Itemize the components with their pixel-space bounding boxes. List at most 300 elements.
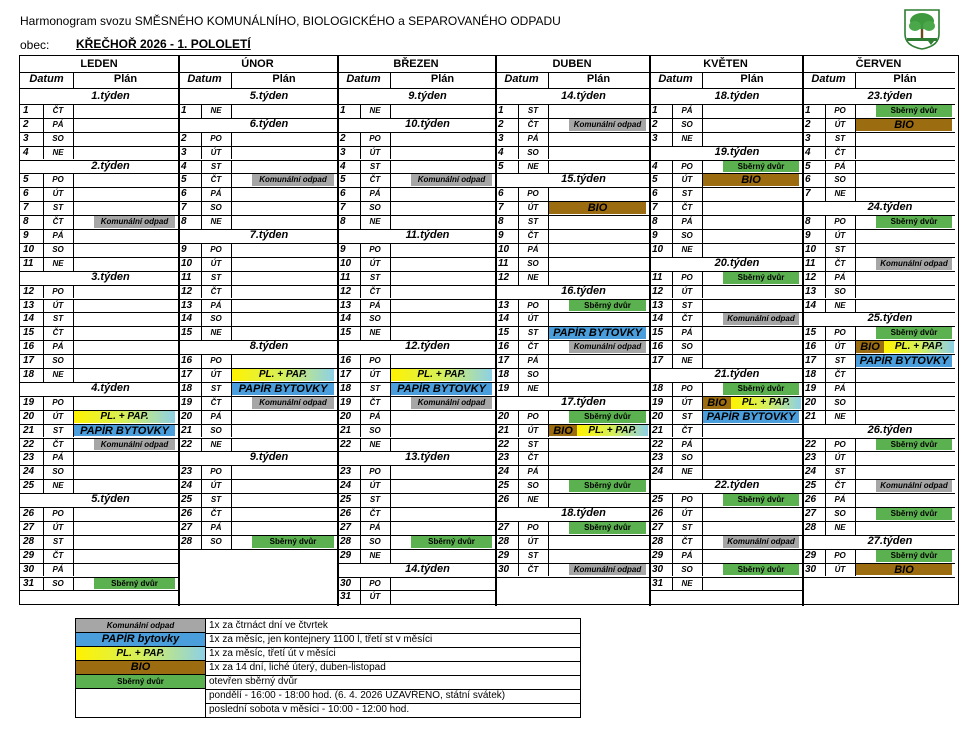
plan-bio: BIO [549, 202, 646, 214]
day-abbr: PÁ [527, 244, 539, 254]
plan-komunalni: Komunální odpad [252, 397, 334, 409]
week-label: 7.týden [249, 229, 289, 241]
day-number: 9 [181, 243, 187, 255]
day-abbr: PÁ [527, 467, 539, 477]
day-abbr: PÁ [369, 189, 381, 199]
day-abbr: ČT [210, 397, 222, 407]
day-number: 8 [181, 216, 187, 228]
plan-sberny-dvur: Sběrný dvůr [569, 480, 646, 492]
day-number: 29 [23, 549, 35, 561]
day-abbr: SO [210, 536, 222, 546]
day-number: 17 [181, 369, 193, 380]
day-abbr: ST [52, 425, 64, 435]
day-number: 4 [498, 146, 504, 158]
day-abbr: NE [210, 105, 222, 115]
day-abbr: ČT [681, 314, 693, 324]
day-abbr: PO [52, 509, 64, 518]
day-abbr: PO [210, 244, 222, 254]
day-number: 6 [23, 188, 29, 200]
day-abbr: PÁ [834, 161, 846, 171]
day-number: 5 [23, 174, 29, 186]
day-number: 31 [652, 577, 664, 589]
day-abbr: ÚT [210, 370, 222, 379]
week-label: 9.týden [249, 451, 289, 464]
day-abbr: ÚT [369, 147, 381, 157]
day-number: 30 [652, 563, 664, 575]
plan-komunalni: Komunální odpad [94, 439, 175, 451]
day-abbr: NE [369, 439, 381, 449]
day-number: 4 [181, 160, 187, 172]
week-label: 12.týden [405, 340, 450, 353]
week-label: 4.týden [91, 381, 130, 394]
schedule-name: KŘEČHOŘ 2026 - 1. POLOLETÍ [76, 37, 251, 51]
week-label: 1.týden [91, 90, 130, 102]
day-number: 3 [498, 132, 504, 144]
day-number: 12 [805, 271, 817, 283]
day-number: 13 [805, 285, 817, 297]
plan-sberny-dvur: Sběrný dvůr [723, 564, 799, 576]
day-abbr: PÁ [834, 272, 846, 282]
day-abbr: SO [210, 314, 222, 324]
legend-swatch [76, 689, 206, 703]
day-abbr: SO [52, 467, 64, 477]
day-number: 1 [340, 104, 346, 116]
day-number: 30 [23, 563, 35, 575]
day-number: 31 [23, 577, 35, 589]
day-number: 16 [652, 341, 664, 353]
day-number: 28 [340, 535, 352, 547]
day-number: 26 [498, 494, 510, 506]
legend-row [76, 689, 580, 703]
day-number: 7 [498, 202, 504, 214]
day-number: 5 [652, 174, 658, 186]
day-abbr: PO [527, 411, 539, 421]
day-abbr: ÚT [834, 564, 846, 574]
day-number: 14 [652, 313, 664, 325]
datum-header: Datum [29, 73, 64, 85]
plan-sberny-dvur: Sběrný dvůr [876, 327, 952, 339]
day-number: 12 [23, 285, 35, 297]
day-abbr: SO [527, 481, 539, 491]
day-number: 14 [340, 313, 352, 325]
day-number: 10 [23, 243, 35, 255]
legend-row [76, 647, 580, 661]
plan-komunalni: Komunální odpad [569, 341, 646, 353]
day-abbr: SO [52, 133, 64, 143]
day-number: 28 [652, 535, 664, 547]
plan-pl-pap: PL. + PAP. [391, 369, 492, 381]
day-number: 17 [652, 355, 664, 367]
plan-header: Plán [430, 73, 455, 85]
day-abbr: ST [369, 383, 381, 393]
legend-swatch [76, 703, 206, 717]
plan-pl-pap: PL. + PAP. [577, 425, 648, 437]
day-abbr: ČT [52, 105, 64, 115]
plan-komunalni: Komunální odpad [876, 480, 952, 492]
day-abbr: ČT [52, 439, 64, 449]
day-number: 28 [23, 535, 35, 547]
week-label: 3.týden [91, 270, 130, 283]
day-abbr: SO [369, 203, 381, 213]
day-abbr: ÚT [527, 425, 539, 435]
day-abbr: ST [52, 314, 64, 324]
day-number: 9 [652, 230, 658, 241]
day-number: 25 [805, 480, 817, 492]
plan-papir-bytovky: PAPÍR BYTOVKY [703, 411, 799, 423]
day-abbr: ČT [834, 147, 846, 157]
legend-text: 1x za čtrnáct dní ve čtvrtek [209, 620, 328, 631]
schedule-table [19, 55, 959, 605]
day-abbr: ČT [527, 231, 539, 240]
day-number: 19 [23, 396, 35, 408]
day-number: 1 [498, 104, 504, 116]
day-abbr: ÚT [210, 481, 222, 491]
week-label: 14.týden [405, 562, 450, 575]
day-abbr: PO [527, 300, 539, 310]
day-abbr: ÚT [210, 258, 222, 268]
day-abbr: ČT [52, 217, 64, 227]
day-number: 23 [340, 466, 352, 478]
day-abbr: ČT [527, 564, 539, 574]
day-abbr: ÚT [52, 522, 64, 532]
day-number: 10 [340, 257, 352, 269]
day-number: 16 [805, 341, 817, 353]
day-abbr: NE [210, 439, 222, 449]
day-number: 26 [340, 508, 352, 519]
day-number: 2 [181, 132, 187, 144]
day-abbr: PO [834, 217, 846, 227]
day-abbr: SO [681, 453, 693, 463]
day-abbr: ČT [52, 550, 64, 560]
day-abbr: ÚT [681, 509, 693, 518]
day-abbr: PO [681, 495, 693, 505]
plan-bio: BIO [703, 174, 799, 186]
day-number: 21 [23, 424, 35, 436]
day-number: 11 [181, 271, 192, 283]
day-abbr: ST [527, 439, 539, 449]
plan-bio: BIO [856, 341, 884, 353]
plan-sberny-dvur: Sběrný dvůr [569, 300, 646, 312]
day-abbr: PO [369, 356, 381, 366]
day-number: 20 [805, 396, 817, 408]
week-label: 14.týden [561, 90, 606, 102]
week-label: 10.týden [405, 117, 450, 130]
day-abbr: ST [369, 272, 381, 282]
legend-swatch: BIO [76, 661, 206, 675]
day-abbr: PÁ [210, 411, 222, 421]
day-abbr: ÚT [834, 231, 846, 240]
day-number: 16 [23, 341, 35, 353]
legend-text: 1x za měsíc, třetí út v měsíci [209, 648, 336, 659]
day-abbr: ÚT [681, 175, 693, 185]
plan-sberny-dvur: Sběrný dvůr [876, 105, 952, 117]
day-abbr: ÚT [527, 314, 539, 324]
day-abbr: NE [52, 481, 64, 491]
day-number: 4 [652, 160, 658, 172]
day-number: 1 [652, 104, 658, 116]
day-abbr: SO [369, 536, 381, 546]
day-number: 30 [340, 577, 352, 589]
day-number: 12 [181, 285, 193, 297]
day-number: 13 [23, 299, 35, 311]
plan-komunalni: Komunální odpad [569, 119, 646, 131]
day-abbr: PO [834, 550, 846, 560]
datum-header: Datum [811, 73, 846, 85]
legend-text: pondělí - 16:00 - 18:00 hod. (6. 4. 2026 UZAVŘENO, státní svátek) [209, 690, 506, 701]
day-number: 27 [181, 521, 193, 533]
plan-pl-pap: PL. + PAP. [731, 397, 801, 409]
legend-text: otevřen sběrný dvůr [209, 676, 298, 687]
day-number: 9 [340, 243, 346, 255]
day-number: 26 [805, 494, 817, 506]
plan-papir-bytovky: PAPÍR BYTOVKY [232, 383, 334, 395]
day-number: 25 [498, 480, 510, 492]
day-number: 21 [805, 410, 817, 422]
plan-bio: BIO [856, 119, 952, 131]
tree-emblem-icon [903, 8, 941, 50]
plan-header: Plán [113, 73, 138, 85]
day-abbr: ČT [210, 509, 222, 518]
week-label: 2.týden [91, 159, 130, 172]
day-number: 26 [181, 508, 193, 519]
day-abbr: ČT [681, 425, 693, 435]
day-abbr: PO [369, 467, 381, 477]
month-header: ČERVEN [855, 58, 902, 70]
day-abbr: ČT [52, 328, 64, 338]
day-number: 2 [498, 118, 504, 130]
day-number: 3 [23, 132, 29, 144]
plan-sberny-dvur: Sběrný dvůr [876, 439, 952, 451]
day-number: 14 [181, 313, 193, 325]
day-abbr: ČT [369, 175, 381, 185]
day-abbr: ČT [834, 258, 846, 268]
day-number: 8 [805, 216, 811, 228]
plan-papir-bytovky: PAPÍR BYTOVKY [856, 355, 952, 367]
day-abbr: SO [527, 147, 539, 157]
week-label: 8.týden [249, 340, 289, 353]
day-number: 20 [181, 410, 193, 422]
day-abbr: ST [52, 203, 64, 213]
day-abbr: SO [681, 342, 693, 352]
plan-papir-bytovky: PAPÍR BYTOVKY [391, 383, 492, 395]
day-number: 24 [340, 480, 352, 492]
day-abbr: NE [369, 217, 381, 227]
day-abbr: SO [681, 564, 693, 574]
day-number: 15 [23, 327, 35, 339]
month-header: DUBEN [552, 58, 592, 70]
day-abbr: ST [834, 356, 846, 366]
day-abbr: NE [210, 328, 222, 338]
day-abbr: ST [210, 495, 222, 505]
week-label: 5.týden [91, 493, 130, 506]
day-number: 19 [181, 396, 193, 408]
plan-header: Plán [740, 73, 764, 85]
week-label: 13.týden [405, 451, 450, 464]
week-label: 16.týden [561, 284, 606, 297]
day-number: 27 [805, 508, 817, 519]
day-abbr: NE [527, 495, 539, 505]
week-label: 21.týden [714, 368, 760, 380]
plan-komunalni: Komunální odpad [252, 174, 334, 186]
week-label: 25.týden [867, 312, 913, 325]
week-label: 23.týden [867, 90, 913, 102]
plan-sberny-dvur: Sběrný dvůr [723, 494, 799, 506]
day-abbr: ČT [681, 536, 693, 546]
day-number: 23 [181, 466, 193, 478]
day-number: 25 [23, 480, 35, 492]
day-number: 2 [340, 132, 346, 144]
day-number: 11 [652, 271, 663, 283]
day-abbr: ČT [834, 481, 846, 491]
day-abbr: PO [834, 439, 846, 449]
day-number: 27 [652, 521, 664, 533]
day-number: 21 [652, 424, 664, 436]
day-number: 20 [498, 410, 510, 422]
day-number: 24 [181, 480, 193, 492]
day-number: 28 [805, 521, 817, 533]
week-label: 15.týden [561, 173, 606, 186]
day-abbr: ČT [527, 453, 539, 463]
day-abbr: PO [369, 244, 381, 254]
day-number: 15 [340, 327, 352, 339]
day-number: 10 [805, 243, 817, 255]
day-number: 18 [340, 382, 352, 394]
day-abbr: ST [369, 161, 381, 171]
plan-sberny-dvur: Sběrný dvůr [876, 508, 952, 520]
plan-sberny-dvur: Sběrný dvůr [569, 522, 646, 534]
month-header: ÚNOR [241, 58, 274, 70]
day-number: 19 [652, 396, 664, 408]
day-abbr: PÁ [834, 383, 846, 393]
day-abbr: PÁ [369, 300, 381, 310]
day-number: 20 [340, 410, 352, 422]
day-abbr: ČT [527, 342, 539, 352]
plan-bio: BIO [703, 397, 731, 409]
day-number: 24 [498, 466, 510, 478]
day-abbr: NE [681, 578, 693, 588]
day-number: 23 [498, 452, 510, 464]
day-number: 22 [340, 438, 352, 450]
day-number: 19 [340, 396, 352, 408]
day-number: 5 [498, 160, 504, 172]
day-abbr: SO [369, 425, 381, 435]
day-number: 6 [652, 188, 658, 200]
plan-pl-pap: PL. + PAP. [74, 411, 175, 423]
day-number: 6 [340, 188, 346, 200]
datum-header: Datum [658, 73, 693, 85]
day-number: 29 [498, 549, 510, 561]
day-abbr: NE [834, 300, 846, 310]
day-number: 1 [181, 104, 187, 116]
plan-papir-bytovky: PAPÍR BYTOVKY [74, 425, 175, 437]
day-abbr: SO [834, 509, 846, 518]
week-label: 20.týden [714, 256, 760, 269]
month-header: LEDEN [80, 58, 118, 70]
day-abbr: ČT [369, 509, 381, 518]
week-label: 18.týden [561, 507, 606, 519]
day-abbr: PO [210, 467, 222, 477]
day-number: 22 [805, 438, 817, 450]
day-abbr: ČT [527, 119, 539, 129]
day-number: 14 [23, 313, 35, 325]
day-abbr: ST [681, 189, 693, 199]
day-number: 15 [652, 327, 664, 339]
legend-row [76, 661, 580, 675]
week-label: 27.týden [867, 534, 913, 547]
plan-komunalni: Komunální odpad [94, 216, 175, 228]
day-abbr: NE [52, 370, 64, 379]
plan-sberny-dvur: Sběrný dvůr [569, 411, 646, 423]
day-number: 3 [652, 132, 658, 144]
day-number: 2 [23, 118, 29, 130]
week-label: 11.týden [405, 229, 450, 241]
month-header: KVĚTEN [703, 58, 748, 70]
day-number: 28 [181, 535, 193, 547]
plan-komunalni: Komunální odpad [723, 313, 799, 325]
day-number: 23 [23, 452, 35, 464]
legend-swatch: Komunální odpad [76, 619, 206, 633]
day-number: 18 [181, 382, 193, 394]
day-abbr: SO [52, 356, 64, 366]
day-abbr: PÁ [369, 522, 381, 532]
day-abbr: PO [527, 522, 539, 532]
day-number: 17 [805, 355, 817, 367]
day-number: 31 [340, 591, 352, 603]
day-abbr: ST [681, 411, 693, 421]
day-abbr: NE [369, 550, 381, 560]
day-abbr: PÁ [681, 105, 693, 115]
day-abbr: ST [527, 105, 539, 115]
day-number: 8 [652, 216, 658, 228]
plan-header: Plán [272, 73, 296, 85]
day-abbr: SO [834, 286, 846, 296]
day-number: 15 [498, 327, 510, 339]
plan-sberny-dvur: Sběrný dvůr [876, 216, 952, 228]
day-abbr: PÁ [681, 217, 693, 227]
datum-header: Datum [504, 73, 539, 85]
day-number: 10 [652, 243, 664, 255]
week-label: 26.týden [867, 423, 913, 436]
day-number: 25 [181, 494, 193, 506]
day-abbr: ÚT [681, 286, 693, 296]
day-number: 22 [181, 438, 193, 450]
day-number: 24 [652, 466, 664, 478]
day-abbr: ST [681, 522, 693, 532]
plan-sberny-dvur: Sběrný dvůr [723, 161, 799, 173]
day-number: 21 [181, 424, 193, 436]
day-number: 24 [805, 466, 817, 478]
day-abbr: ST [527, 217, 539, 227]
day-abbr: ČT [210, 175, 222, 185]
legend-row [76, 619, 580, 633]
day-abbr: SO [210, 425, 222, 435]
day-abbr: ÚT [52, 189, 64, 199]
plan-komunalni: Komunální odpad [723, 536, 799, 548]
day-abbr: NE [369, 105, 381, 115]
day-number: 27 [340, 521, 352, 533]
day-number: 20 [23, 410, 35, 422]
day-abbr: ÚT [52, 300, 64, 310]
plan-sberny-dvur: Sběrný dvůr [94, 578, 175, 590]
day-abbr: PO [834, 105, 846, 115]
day-abbr: ÚT [834, 119, 846, 129]
plan-sberny-dvur: Sběrný dvůr [723, 383, 799, 395]
day-abbr: SO [210, 203, 222, 213]
day-abbr: ÚT [369, 258, 381, 268]
plan-bio: BIO [856, 564, 952, 576]
day-number: 3 [340, 146, 346, 158]
day-number: 11 [498, 257, 509, 269]
